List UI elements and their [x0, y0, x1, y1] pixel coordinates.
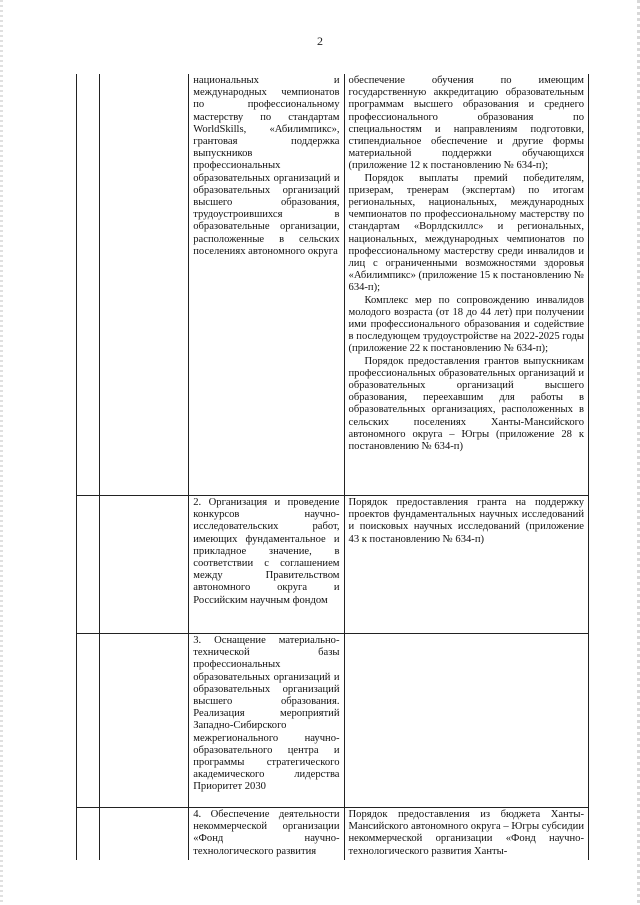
event-text: национальных и международных чемпионатов по профессиональному мастерству по стандартам WorldSkills, «Абилимпикс», грантовая поддержка выпускников профессиональных образовательных организаций и образовательных организаций высшего образования, трудоустроившихся в образовательные организации, расположенные в сельских поселениях автономного округа — [193, 75, 340, 257]
table-cell-empty — [100, 808, 189, 860]
document-paragraph: Порядок предоставления из бюджета Ханты-Мансийского автономного округа – Югры субсидии некоммерческой организации «Фонд научно-технологического развития Ханты- — [348, 809, 584, 857]
table-cell-empty — [77, 496, 100, 634]
event-cell — [189, 808, 344, 860]
event-text: 4. Обеспечение деятельности некоммерческой организации «Фонд научно-технологического развития — [193, 809, 340, 857]
table-row — [77, 634, 589, 808]
event-text: 3. Оснащение материально-технической базы профессиональных образовательных организаций и образовательных организаций высшего образования. Реализация мероприятий Западно-Сибирского межрегионального научно-образовательного центра и программы стратегического академического лидерства Приоритет 2030 — [193, 635, 340, 793]
documents-cell — [344, 74, 588, 496]
table-cell-empty — [77, 634, 100, 808]
documents-cell — [344, 496, 588, 634]
table-cell-empty — [100, 634, 189, 808]
table-cell-empty — [77, 74, 100, 496]
document-paragraph: обеспечение обучения по имеющим государственную аккредитацию образовательным программам высшего образования и среднего профессионального образования по специальностям и направлениям подготовки, стипендиальное обеспечение и другие формы материальной поддержки обучающихся (приложение 12 к постановлению № 634-п); — [348, 75, 584, 172]
table-cell-empty — [100, 74, 189, 496]
scan-left-edge — [0, 0, 3, 905]
document-paragraph: Порядок предоставления гранта на поддержку проектов фундаментальных научных исследований и поисковых научных исследований (приложение 43 к постановлению № 634-п) — [348, 497, 584, 545]
table-cell-empty — [100, 496, 189, 634]
program-table — [76, 74, 589, 860]
event-cell — [189, 496, 344, 634]
event-cell — [189, 634, 344, 808]
document-paragraph: Порядок выплаты премий победителям, призерам, тренерам (экспертам) по итогам региональных, национальных, международных чемпионатов по профессиональному мастерству по стандартам «Ворлдскиллс» и региональных, национальных, международных чемпионатов по профессиональному мастерству среди инвалидов и лиц с ограниченными возможностями здоровья «Абилимпикс» (приложение 15 к постановлению № 634-п); — [348, 172, 584, 294]
documents-cell-empty — [344, 634, 588, 808]
table-row — [77, 808, 589, 860]
document-paragraph: Порядок предоставления грантов выпускникам профессиональных образовательных организаций и образовательных организаций высшего образования, переехавшим для работы в образовательных организациях, расположенных в сельских поселениях Ханты-Мансийского автономного округа – Югры (приложение 28 к постановлению № 634-п) — [348, 355, 584, 453]
document-paragraph: Комплекс мер по сопровождению инвалидов молодого возраста (от 18 до 44 лет) при получении ими профессионального образования и содействие в последующем трудоустройстве на 2022-2025 годы (приложение 22 к постановлению № 634-п); — [348, 294, 584, 355]
page-number: 2 — [317, 34, 323, 48]
documents-cell — [344, 808, 588, 860]
table-row — [77, 74, 589, 496]
event-text: 2. Организация и проведение конкурсов научно-исследовательских работ, имеющих фундаментальное и прикладное значение, в соответствии с соглашением между Правительством автономного округа и Российским научным фондом — [193, 497, 340, 606]
event-cell — [189, 74, 344, 496]
table-row — [77, 496, 589, 634]
table-cell-empty — [77, 808, 100, 860]
